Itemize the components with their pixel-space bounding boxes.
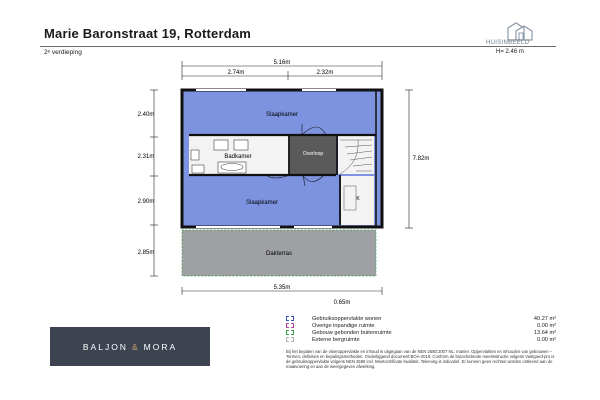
room-label-dakterras: Dakterras xyxy=(265,251,293,257)
dim-top-total: 5.16m xyxy=(273,60,291,66)
disclaimer-note: Bij het bepalen van de vloeroppervlakte en inhoud is uitgegaan van de NEN 2580:2007 NL, manier. Oppervlakten en inhouden van gebouwen – Termen, definities en bepalingsmethoden. Onderliggend document BOA-2018. Conform de branchebrede meetinstructie volgens Vastgoed-pro is de gebruiksoppervlakte volgens NEN 2580 incl. Meetcertificate kwaliteit. Tekening is indicatief. Er kunnen geen rechten worden ontleend aan de maatvoering en aan de weergegeven afwerking. xyxy=(286,349,555,370)
legend-swatch xyxy=(286,330,294,335)
brand-left: BALJON xyxy=(82,341,128,352)
logo-text: HUISINBEELD xyxy=(486,40,530,46)
legend-value: 13.64 m² xyxy=(533,329,556,336)
legend-label: Externe bergruimte xyxy=(312,336,360,343)
dim-bottom-extra: 0.65m xyxy=(333,300,351,306)
brand-logo xyxy=(50,327,210,366)
area-legend xyxy=(286,315,556,343)
legend-label: Gebouw gebonden buitenruimte xyxy=(312,329,392,336)
room-label-badkamer: Badkamer xyxy=(224,154,252,160)
legend-value: 0.00 m² xyxy=(537,336,556,343)
legend-swatch xyxy=(286,316,294,321)
dim-left-1: 2.40m xyxy=(137,112,155,118)
legend-row xyxy=(286,336,556,343)
legend-value: 40.27 m² xyxy=(533,315,556,322)
room-label-slaapkamer-top: Slaapkamer xyxy=(265,112,299,118)
dim-left-2: 2.31m xyxy=(137,154,155,160)
dim-bottom-total: 5.35m xyxy=(273,285,291,291)
stairs-fill xyxy=(338,136,374,174)
page-title: Marie Baronstraat 19, Rotterdam xyxy=(44,26,252,41)
legend-row xyxy=(286,315,556,322)
dim-right-total: 7.82m xyxy=(412,156,430,162)
legend-value: 0.00 m² xyxy=(537,322,556,329)
legend-swatch xyxy=(286,323,294,328)
dim-left-4: 2.85m xyxy=(137,250,155,256)
legend-label: Overige inpandige ruimte xyxy=(312,322,375,329)
brand-right: MORA xyxy=(143,341,178,352)
legend-row xyxy=(286,329,556,336)
floor-label: 2ᵉ verdieping xyxy=(44,49,82,56)
room-label-k: K xyxy=(356,196,360,202)
room-label-slaapkamer-bottom: Slaapkamer xyxy=(245,200,279,206)
dim-top-left: 2.74m xyxy=(227,70,245,76)
legend-row xyxy=(286,322,556,329)
ceiling-height: H= 2.46 m xyxy=(496,49,524,55)
legend-label: Gebruiksoppervlakte wonen xyxy=(312,315,382,322)
legend-swatch xyxy=(286,337,294,342)
brand-amp: & xyxy=(131,341,140,352)
room-label-overloop: Overloop xyxy=(302,151,324,157)
dim-left-3: 2.90m xyxy=(137,199,155,205)
dim-top-right: 2.32m xyxy=(316,70,334,76)
